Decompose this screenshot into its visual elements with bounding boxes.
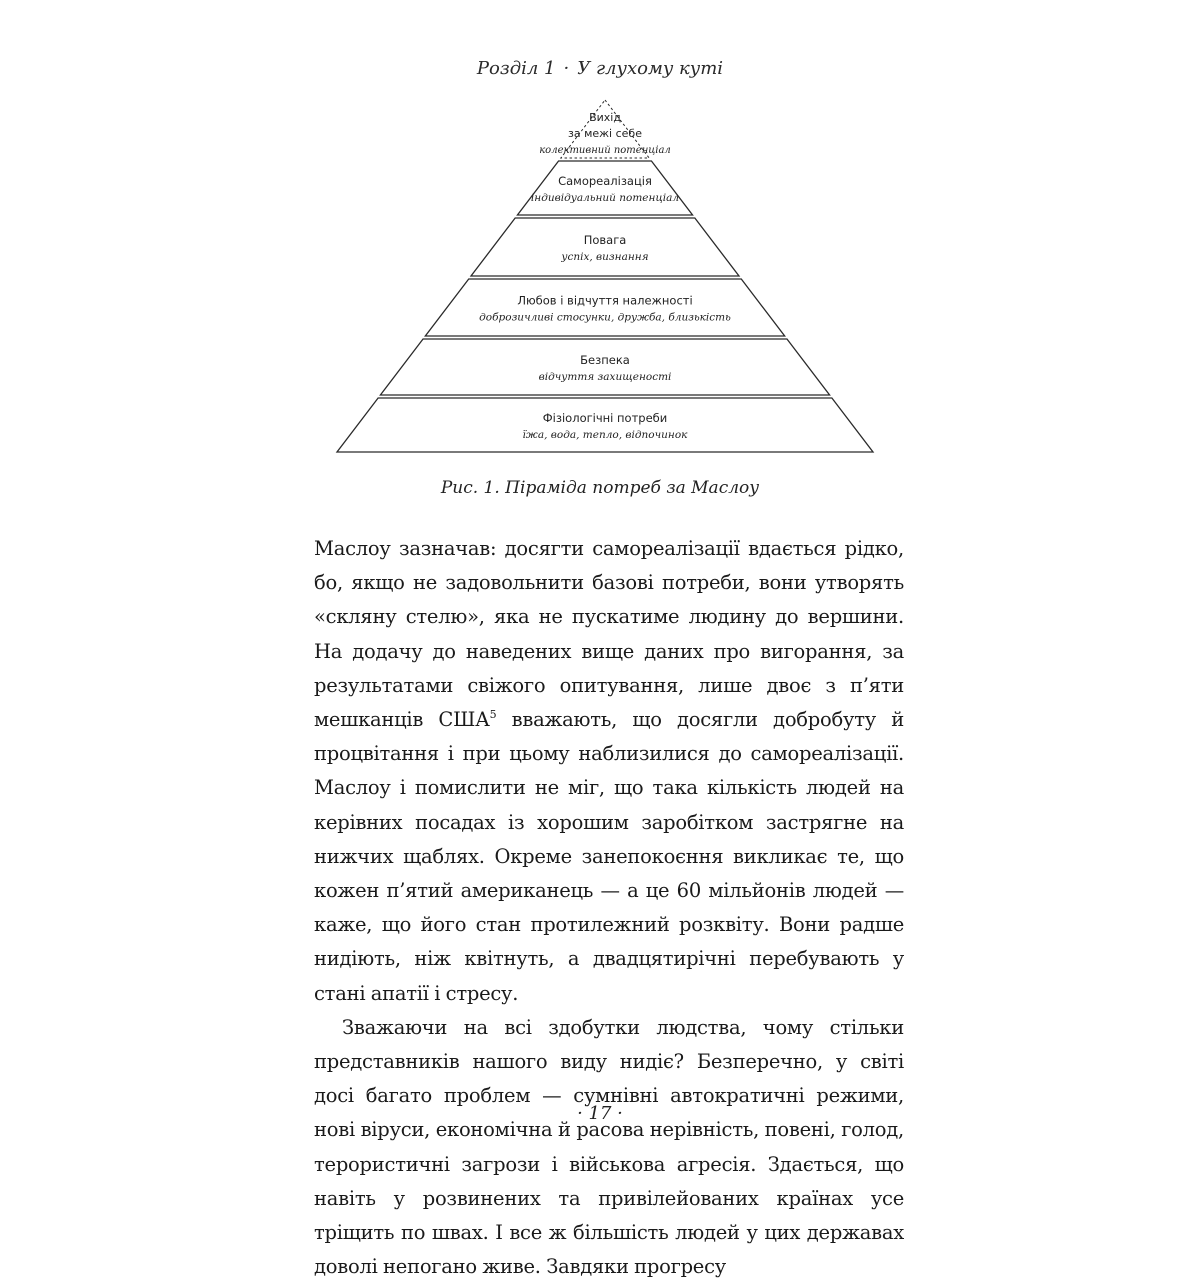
pyramid-level-5-subtitle: відчуття захищеності xyxy=(538,371,672,383)
pyramid-level-4-title: Любов і відчуття належності xyxy=(517,293,693,308)
paragraph-1 xyxy=(314,532,904,1011)
pyramid-level-5 xyxy=(380,339,829,395)
pyramid-level-3 xyxy=(471,218,739,276)
paragraph-1-text-a: Маслоу зазначав: досягти самореалізації вдається рідко, бо, якщо не задовольнити базові потреби, вони утворять «скляну стелю», яка не пускатиме людину до вершини. На додачу до наведених вище даних про вигорання, за результатами свіжого опитування, лише двоє з п’яти мешканців США xyxy=(314,537,904,732)
figure-caption: Рис. 1. Піраміда потреб за Маслоу xyxy=(440,478,760,498)
paragraph-1-text-b: вважають, що досягли добробуту й процвітання і при цьому наблизилися до самореалізації. Маслоу і помислити не міг, що така кількість людей на керівних посадах із хорошим заробітком застрягне на нижчих щаблях. Окреме занепокоєння викликає те, що кожен п’ятий американець — а це 60 мільйонів людей — каже, що його стан протилежний розквіту. Вони радше нидіють, ніж квітнуть, а двадцятирічні перебувають у стані апатії і стресу. xyxy=(314,708,904,1005)
page-number: · 17 · xyxy=(577,1103,623,1124)
header-separator: · xyxy=(563,58,570,79)
pyramid-level-2-subtitle: індивідуальний потенціал xyxy=(530,192,680,204)
paragraph-2: Зважаючи на всі здобутки людства, чому стільки представників нашого виду нидіє? Безперечно, у світі досі багато проблем — сумнівні автократичні режими, нові віруси, економічна й расова нерівність, повені, голод, терористичні загрози і військова агресія. Здається, що навіть у розвинених та привілейованих країнах усе тріщить по швах. І все ж більшість людей у цих державах доволі непогано живе. Завдяки прогресу xyxy=(314,1015,904,1279)
pyramid-level-1-title-line-2: за межі себе xyxy=(568,127,642,140)
maslow-pyramid-diagram xyxy=(0,0,1200,470)
pyramid-level-4 xyxy=(425,279,784,336)
body-text xyxy=(314,532,904,1284)
pyramid-level-2-title: Самореалізація xyxy=(558,174,652,188)
footnote-marker: 5 xyxy=(489,708,497,722)
pyramid-level-6-subtitle: їжа, вода, тепло, відпочинок xyxy=(522,429,688,441)
pyramid-level-3-subtitle: успіх, визнання xyxy=(561,251,649,263)
section-label: Розділ 1 xyxy=(476,58,556,79)
pyramid-level-1-subtitle: колективний потенціал xyxy=(539,145,671,156)
pyramid-level-6-title: Фізіологічні потреби xyxy=(542,411,668,425)
pyramid-level-4-subtitle: доброзичливі стосунки, дружба, близькість xyxy=(479,311,731,324)
pyramid-level-1-title: Вихід xyxy=(589,111,621,124)
chapter-title: У глухому куті xyxy=(577,58,724,79)
pyramid-level-3-title: Повага xyxy=(583,233,627,247)
pyramid-level-2 xyxy=(517,161,692,215)
pyramid-level-6 xyxy=(337,398,873,452)
pyramid-level-5-title: Безпека xyxy=(580,353,630,367)
